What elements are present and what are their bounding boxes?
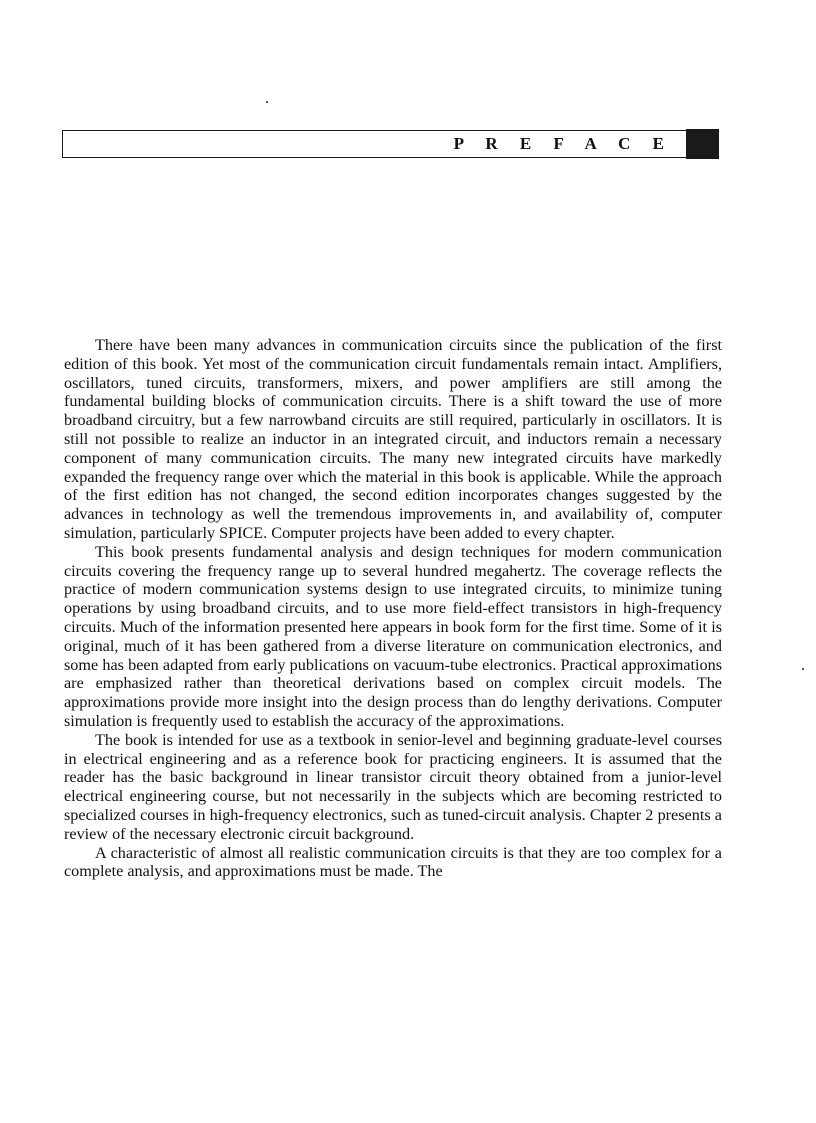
paragraph-3: The book is intended for use as a textbook in senior-level and beginning graduate-level courses in electrical engineering and as a reference book for practicing engineers. It is assumed that the reader has the basic background in linear transistor circuit theory obtained from a junior-level electrical engineering course, but not necessarily in the subjects which are becoming restricted to specialized courses in high-frequency electronics, such as tuned-circuit analysis. Chapter 2 presents a review of the necessary electronic circuit background. [64, 730, 722, 843]
header-black-block [686, 129, 719, 159]
chapter-header-box [62, 130, 718, 158]
paragraph-4: A characteristic of almost all realistic communication circuits is that they are too complex for a complete analysis, and approximations must be made. The [64, 843, 722, 881]
paragraph-1: There have been many advances in communication circuits since the publication of the first edition of this book. Yet most of the communication circuit fundamentals remain intact. Amplifiers, oscillators, tuned circuits, transformers, mixers, and power amplifiers are still among the fundamental building blocks of communication circuits. There is a shift toward the use of more broadband circuitry, but a few narrowband circuits are still required, particularly in oscillators. It is still not possible to realize an inductor in an integrated circuit, and inductors remain a necessary component of many communication circuits. The many new integrated circuits have markedly expanded the frequency range over which the material in this book is applicable. While the approach of the first edition has not changed, the second edition incorporates changes suggested by the advances in technology as well the tremendous improvements in, and availability of, computer simulation, particularly SPICE. Computer projects have been added to every chapter. [64, 336, 722, 542]
chapter-title: P R E F A C E [453, 134, 673, 153]
paragraph-2: This book presents fundamental analysis and design techniques for modern communication circuits covering the frequency range up to several hundred megahertz. The coverage reflects the practice of modern communication systems design to use integrated circuits, to minimize tuning operations by using broadband circuits, and to use more field-effect transistors in high-frequency circuits. Much of the information presented here appears in book form for the first time. Some of it is original, much of it has been gathered from a diverse literature on communication electronics, and some has been adapted from early publications on vacuum-tube electronics. Practical approximations are emphasized rather than theoretical derivations based on complex circuit models. The approximations provide more insight into the design process than do lengthy derivations. Computer simulation is frequently used to establish the accuracy of the approximations. [64, 542, 722, 730]
scan-speck [266, 101, 268, 103]
scan-speck [802, 668, 804, 670]
preface-body [64, 336, 722, 881]
